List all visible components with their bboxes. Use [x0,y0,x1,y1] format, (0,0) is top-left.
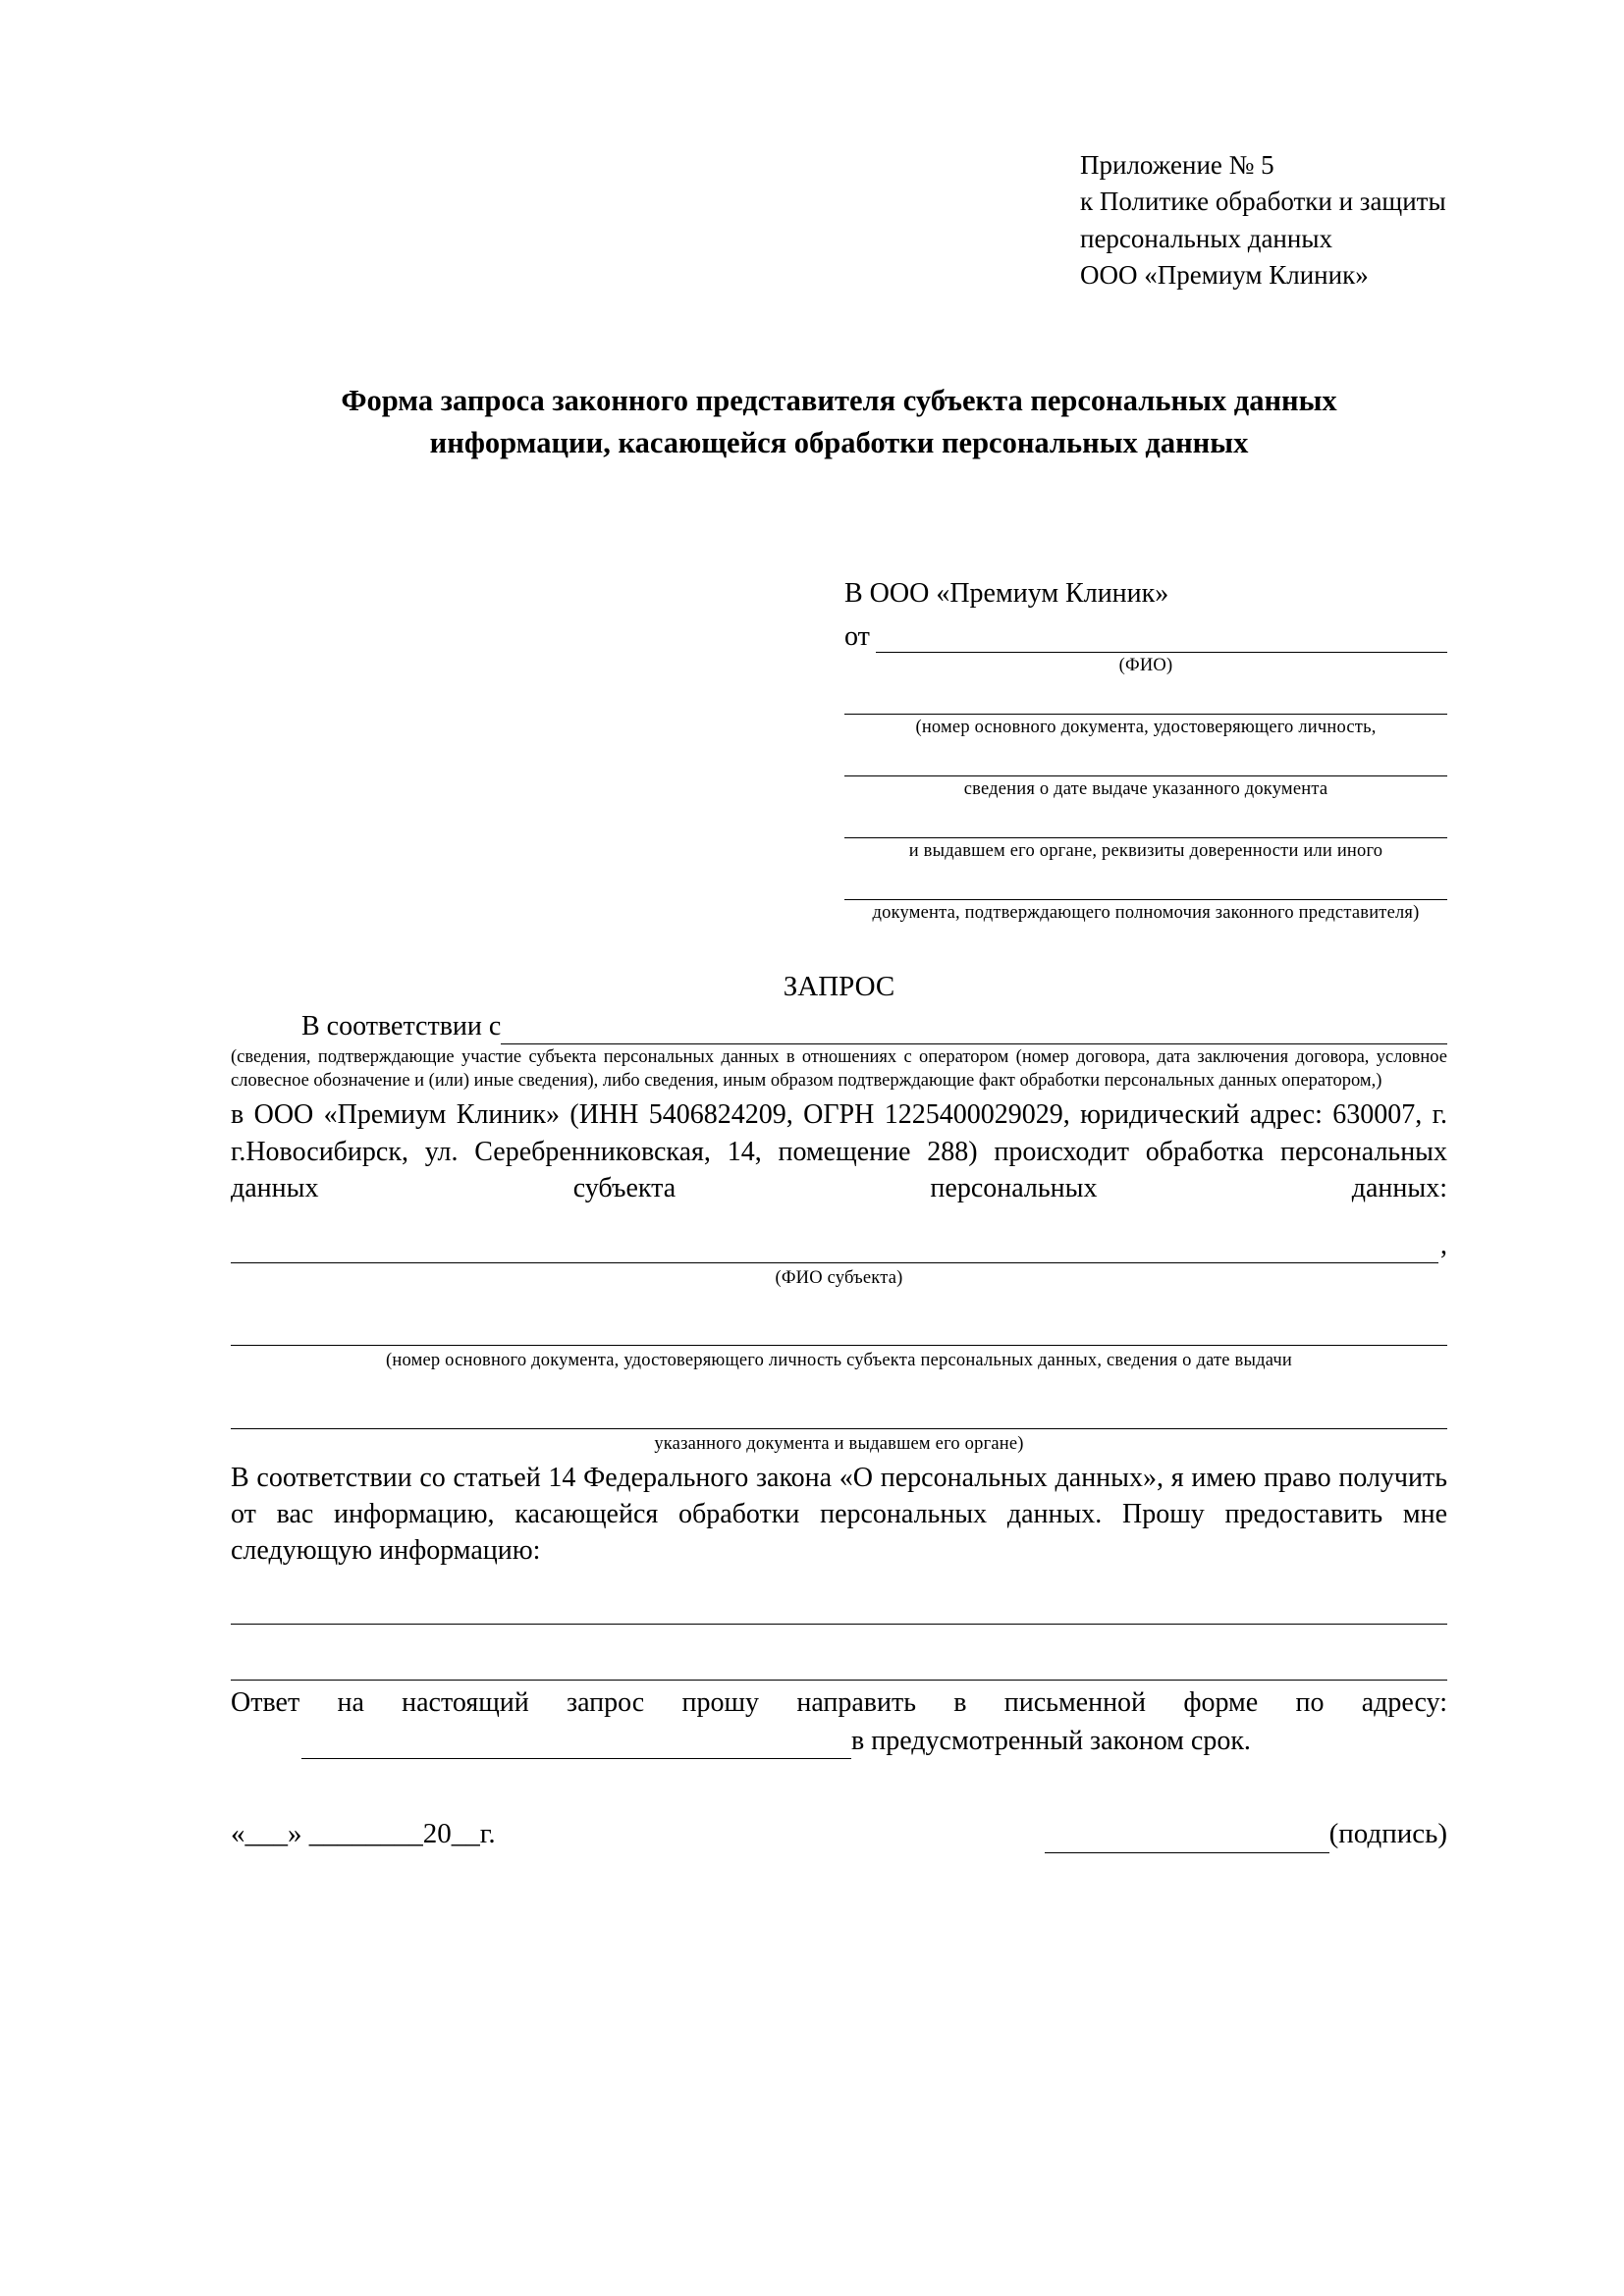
page-title-line-2: информации, касающейся обработки персональных данных [429,426,1249,460]
request-intro-line[interactable] [501,1024,1447,1044]
from-doc-line-1[interactable] [844,694,1447,715]
from-doc-line-2[interactable] [844,756,1447,776]
from-doc-line-3[interactable] [844,818,1447,838]
requested-info-line-2[interactable] [231,1646,1447,1681]
subject-doc-caption-2: указанного документа и выдавшем его органе) [654,1433,1024,1454]
header-line-policy-1: к Политике обработки и защиты [1080,187,1446,217]
request-intro-row [231,1009,1447,1044]
subject-fio-line[interactable] [231,1229,1438,1263]
from-doc-caption-3: и выдавшем его органе, реквизиты доверенности или иного [908,840,1383,861]
from-doc-caption-1: (номер основного документа, удостоверяющего личность, [915,717,1377,737]
addressee-block [844,578,1447,924]
request-intro-caption: (сведения, подтверждающие участие субъекта персональных данных в отношениях с оператором (номер договора, дата заключения договора, условное словесное обозначение и (или) иные сведения), либо сведения, иным образом подтверждающие факт обработки персональных данных оператором,) [231,1046,1447,1091]
answer-address-tail: в предусмотренный законом срок. [851,1725,1251,1756]
request-heading: ЗАПРОС [783,970,895,1002]
request-intro-label: В соответствии с [301,1010,502,1041]
subject-doc-line-1[interactable] [231,1311,1447,1346]
law-paragraph: В соответствии со статьей 14 Федерального закона «О персональных данных», я имею право получить от вас информацию, касающейся обработки персональных данных. Прошу предоставить мне следующую информацию: [231,1462,1447,1567]
addressee-organization: В ООО «Премиум Клиник» [844,577,1169,609]
signature-label: (подпись) [1328,1817,1447,1849]
subject-fio-caption: (ФИО субъекта) [775,1268,903,1289]
signature-field [1045,1816,1447,1853]
from-doc-caption-2: сведения о дате выдаче указанного документа [963,778,1328,799]
from-label: от [844,620,870,652]
answer-address-paragraph: Ответ на настоящий запрос прошу направить в письменной форме по адресу: [231,1687,1447,1719]
signature-input-line[interactable] [1045,1829,1329,1853]
from-input-line[interactable] [876,632,1447,653]
organization-paragraph: в ООО «Премиум Клиник» (ИНН 5406824209, ОГРН 1225400029029, юридический адрес: 630007, г. г.Новосибирск, ул. Серебренниковская, 14, помещение 288) происходит обработка персональных данных субъекта персональных данных: [231,1099,1447,1203]
from-doc-line-4[interactable] [844,880,1447,900]
header-line-policy-2: персональных данных [1080,223,1332,253]
header-line-company: ООО «Премиум Клиник» [1080,259,1369,290]
from-field-row [844,621,1447,653]
document-header [1080,147,1447,294]
answer-address-input-line[interactable] [301,1733,851,1759]
answer-address-row [231,1724,1447,1759]
subject-fio-comma: , [1440,1230,1447,1261]
subject-fio-row [231,1228,1447,1263]
request-body [231,1009,1447,1853]
header-line-appendix: Приложение № 5 [1080,150,1274,180]
from-doc-caption-4: документа, подтверждающего полномочия законного представителя) [872,902,1420,923]
page-title [231,380,1447,465]
signature-date[interactable]: «___» ________20__г. [231,1817,496,1849]
subject-doc-caption-1: (номер основного документа, удостоверяющего личность субъекта персональных данных, сведения о дате выдачи [386,1351,1292,1371]
signature-row [231,1816,1447,1853]
from-fio-caption: (ФИО) [1118,655,1173,675]
subject-doc-line-2[interactable] [231,1395,1447,1429]
requested-info-line-1[interactable] [231,1590,1447,1625]
page-title-line-1: Форма запроса законного представителя субъекта персональных данных [341,384,1337,417]
